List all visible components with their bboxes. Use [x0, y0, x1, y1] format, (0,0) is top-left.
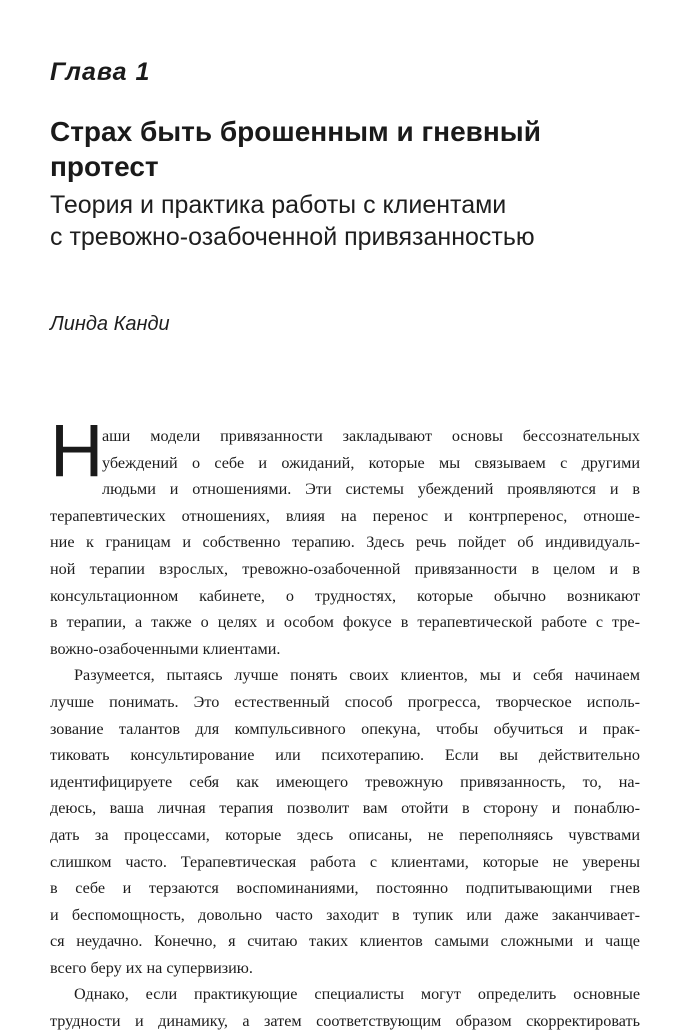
text-line: и беспомощность, довольно часто заходит в тупик или даже заканчивает-: [50, 905, 640, 924]
text-line: Однако, если практикующие специалисты могут определить основные: [74, 985, 640, 1004]
text-line: зование талантов для компульсивного опекуна, чтобы обучиться и прак-: [50, 719, 640, 738]
text-line: идентифицируете себя как имеющего тревожную привязанность, то, на-: [50, 772, 640, 791]
text-line: в себе и терзаются воспоминаниями, постоянно подпитывающими гнев: [50, 879, 640, 898]
text-line: дать за процессами, которые здесь описаны, не переполняясь чувствами: [50, 825, 640, 844]
text-line: вожно-озабоченными клиентами.: [50, 639, 281, 658]
title-line: Страх быть брошенным и гневный: [50, 116, 541, 147]
text-line: людьми и отношениями. Эти системы убеждений проявляются и в: [102, 480, 640, 499]
text-line: слишком часто. Терапевтическая работа с клиентами, которые не уверены: [50, 852, 640, 871]
text-line: аши модели привязанности закладывают основы бессознательных: [102, 427, 640, 445]
text-line: Разумеется, пытаясь лучше понять своих клиентов, мы и себя начинаем: [74, 666, 640, 685]
text-line: лучше понимать. Это естественный способ прогресса, творческое исполь-: [50, 692, 640, 711]
text-line: трудности и динамику, а затем соответствующим образом скорректировать: [50, 1012, 640, 1031]
text-line: консультационном кабинете, о трудностях, которые обычно возникают: [50, 586, 640, 605]
text-line: терапевтических отношениях, влияя на перенос и контрперенос, отноше-: [50, 506, 640, 525]
text-line: ся неудачно. Конечно, я считаю таких клиентов самыми сложными и чаще: [50, 932, 640, 951]
author-name: Линда Канди: [50, 313, 170, 335]
chapter-label: Глава 1: [50, 58, 151, 86]
subtitle-line: Теория и практика работы с клиентами: [50, 191, 507, 219]
body-text: [50, 409, 640, 1035]
text-line: убеждений о себе и ожиданий, которые мы связываем с другими: [102, 453, 640, 472]
text-line: в терапии, а также о целях и особом фокусе в терапевтической работе с тре-: [50, 613, 640, 632]
chapter-title: [50, 114, 650, 184]
title-line: протест: [50, 151, 159, 182]
text-line: тиковать консультирование или психотерапию. Если вы действительно: [50, 746, 640, 765]
subtitle-line: с тревожно-озабоченной привязанностью: [50, 223, 535, 251]
text-line: деюсь, ваша личная терапия позволит вам отойти в сторону и понаблю-: [50, 799, 640, 818]
chapter-subtitle: [50, 189, 650, 253]
text-line: ние к границам и собственно терапию. Здесь речь пойдет об индивидуаль-: [50, 533, 640, 552]
text-line: ной терапии взрослых, тревожно-озабоченной привязанности в целом и в: [50, 559, 640, 578]
drop-cap: Н: [50, 409, 104, 492]
text-line: всего беру их на супервизию.: [50, 958, 253, 977]
